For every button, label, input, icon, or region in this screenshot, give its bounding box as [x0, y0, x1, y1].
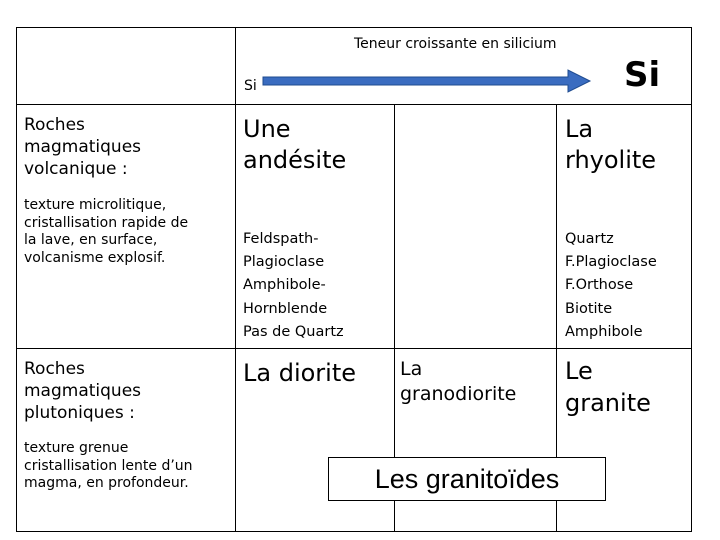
diorite-name: La diorite — [243, 359, 357, 387]
divider-rows — [16, 348, 692, 349]
si-label-small: Si — [244, 78, 257, 94]
silicon-increase-arrow-icon — [262, 68, 592, 94]
granite-name: Le granite — [565, 357, 651, 418]
andesite-minerals: Feldspath- Plagioclase Amphibole- Hornblende Pas de Quartz — [243, 231, 344, 340]
plutonic-title: Roches magmatiques plutoniques : — [24, 359, 142, 424]
header-title: Teneur croissante en silicium — [354, 36, 557, 52]
plutonic-description: texture grenue cristallisation lente d’un magma, en profondeur. — [24, 440, 193, 491]
si-label-large: Si — [624, 55, 661, 95]
rhyolite-minerals: Quartz F.Plagioclase F.Orthose Biotite Amphibole — [565, 231, 657, 340]
andesite-name: Une andésite — [243, 115, 347, 175]
granitoids-label: Les granitoïdes — [328, 457, 606, 501]
divider-label-column — [235, 27, 236, 532]
divider-header — [16, 104, 692, 105]
volcanic-description: texture microlitique, cristallisation rapide de la lave, en surface, volcanisme explosif. — [24, 197, 189, 266]
rhyolite-name: La rhyolite — [565, 115, 657, 175]
granodiorite-name: La granodiorite — [400, 358, 517, 405]
volcanic-title: Roches magmatiques volcanique : — [24, 115, 142, 180]
